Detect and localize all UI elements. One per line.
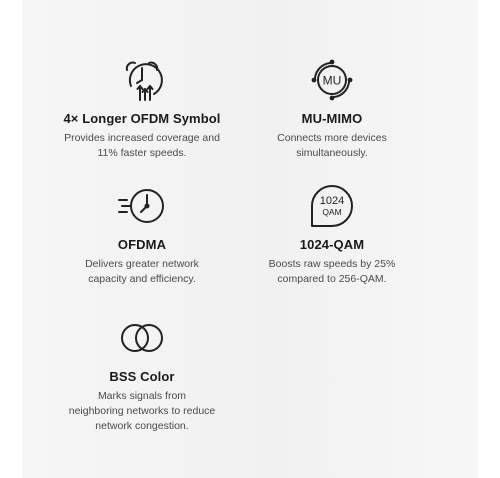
qam-label: QAM [322, 207, 342, 217]
feature-title: 4× Longer OFDM Symbol [63, 111, 221, 126]
mu-mimo-icon [308, 56, 356, 104]
feature-title: BSS Color [109, 369, 175, 384]
qam-number: 1024 [319, 195, 345, 207]
alarm-clock-icon [118, 56, 166, 104]
feature-title: 1024-QAM [299, 237, 365, 252]
feature-description [32, 257, 252, 287]
feature-ofdma [32, 182, 252, 287]
bss-color-icon [118, 314, 166, 362]
description-line: Provides increased coverage and [64, 132, 220, 144]
feature-title: MU-MIMO [301, 111, 363, 126]
description-line: Connects more devices [277, 132, 387, 144]
description-line: simultaneously. [296, 147, 368, 159]
description-line: 11% faster speeds. [97, 147, 187, 159]
description-line: capacity and efficiency. [88, 273, 196, 285]
feature-description [222, 257, 442, 287]
feature-mu-mimo [222, 56, 442, 161]
feature-description [32, 131, 252, 161]
feature-1024-qam [222, 182, 442, 287]
feature-description [32, 389, 252, 434]
fast-clock-icon [114, 182, 170, 230]
mu-label: MU [322, 73, 342, 88]
description-line: compared to 256-QAM. [277, 273, 387, 285]
feature-title: OFDMA [117, 237, 167, 252]
feature-description [222, 131, 442, 161]
qam-1024-icon [308, 182, 356, 230]
description-line: Marks signals from [97, 390, 187, 402]
features-panel [22, 0, 478, 478]
description-line: Delivers greater network [85, 258, 199, 270]
description-line: Boosts raw speeds by 25% [268, 258, 396, 270]
feature-bss-color [32, 314, 252, 434]
feature-ofdm-symbol [32, 56, 252, 161]
description-line: network congestion. [95, 420, 189, 432]
description-line: neighboring networks to reduce [68, 405, 216, 417]
